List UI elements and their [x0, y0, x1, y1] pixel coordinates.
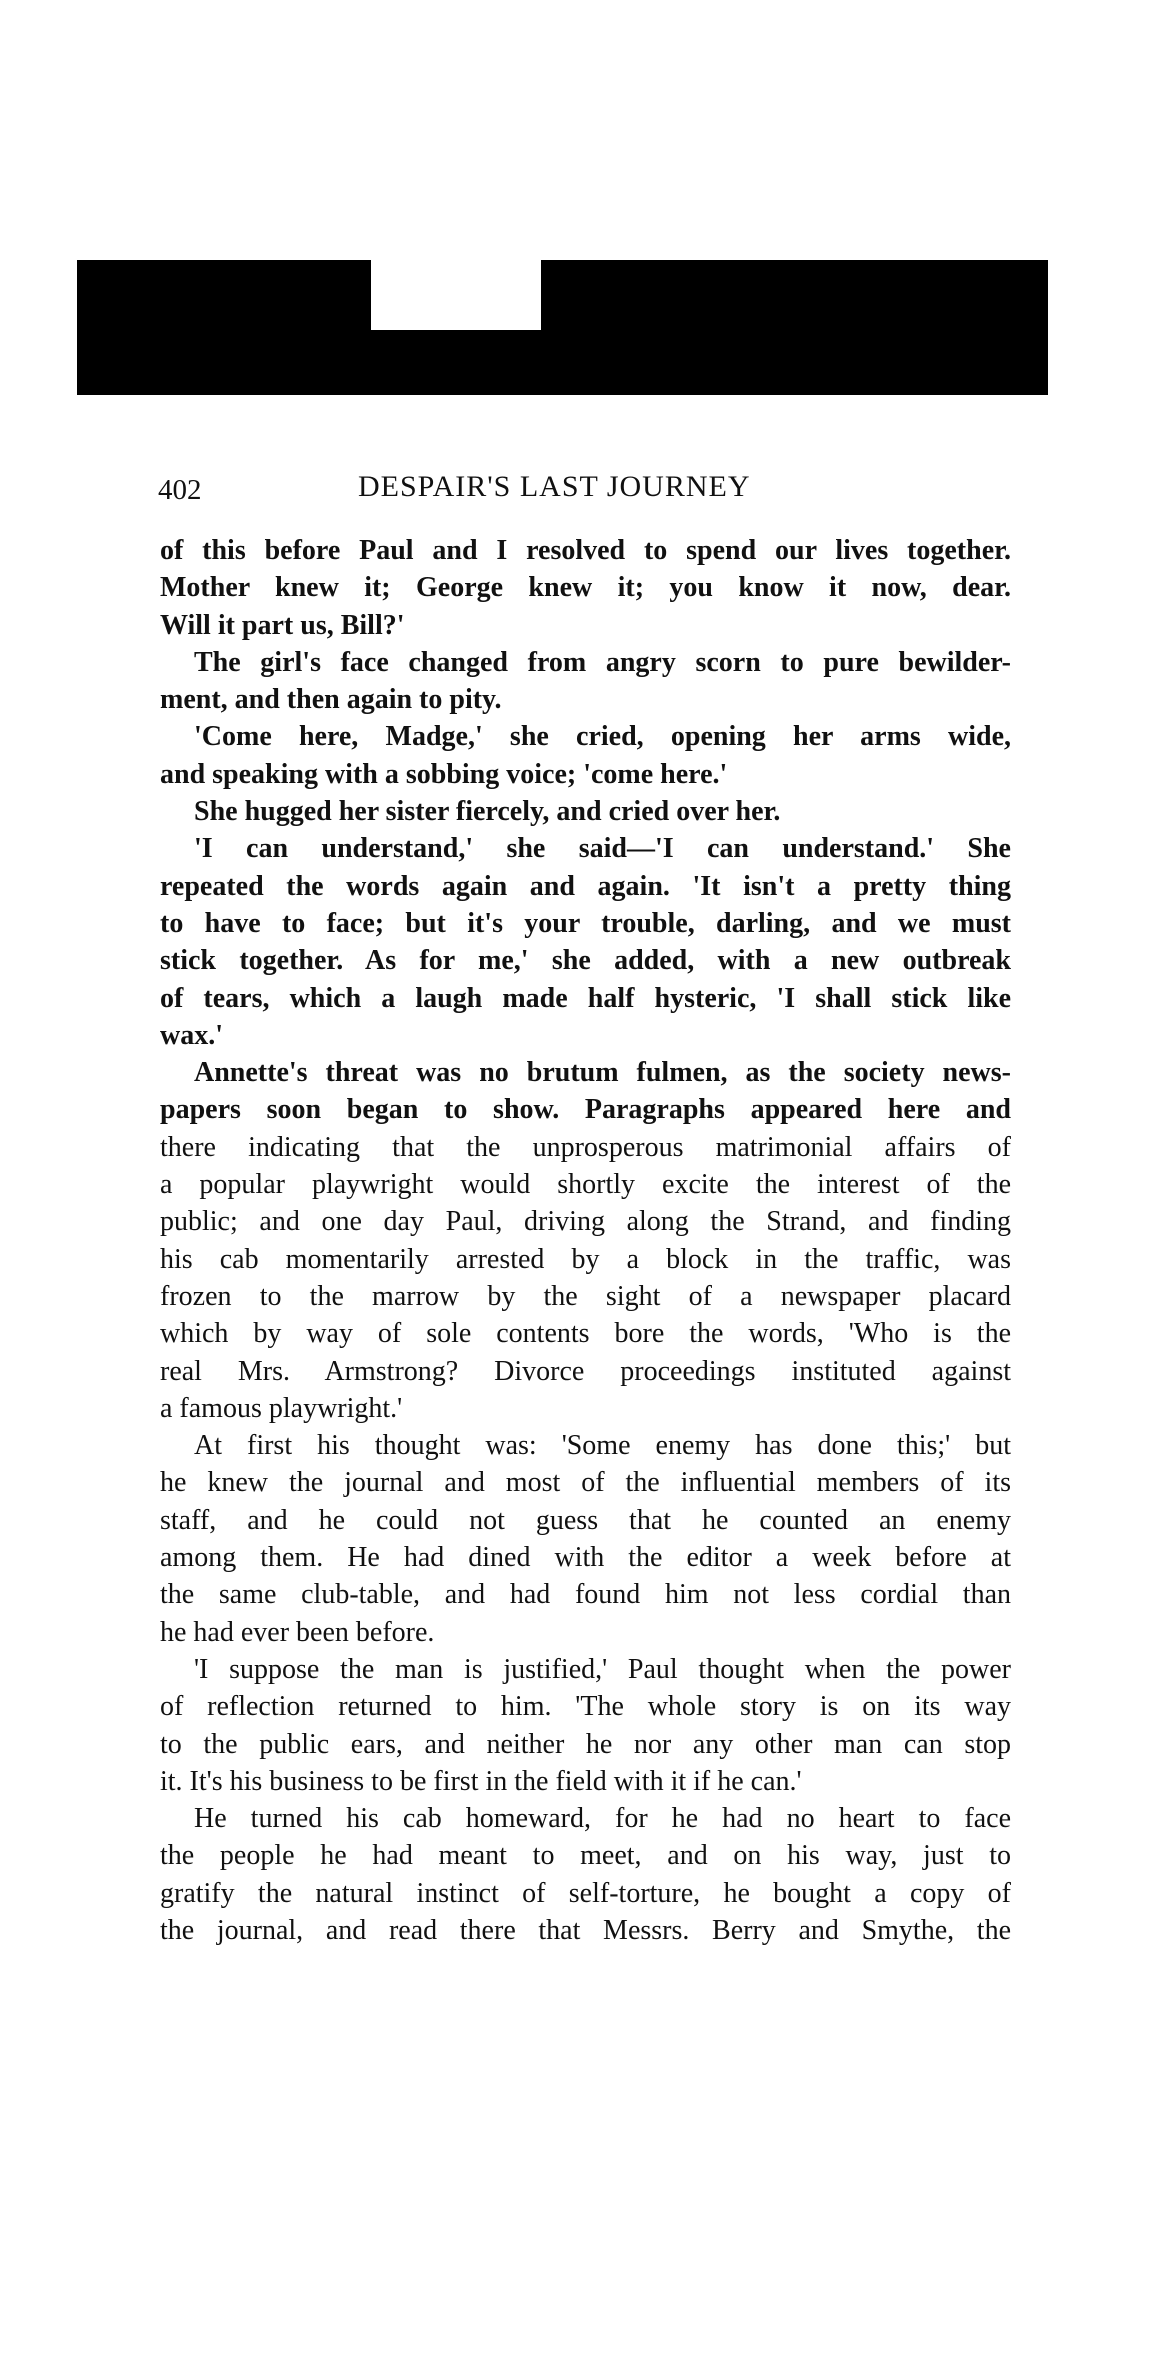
text-line: 'Come here, Madge,' she cried, opening her arms wide, [194, 721, 1011, 753]
paragraph [160, 1800, 1011, 1949]
text-line: the people he had meant to meet, and on his way, just to [160, 1840, 1011, 1872]
text-line: there indicating that the unprosperous matrimonial affairs of [160, 1131, 1011, 1163]
redaction-bar [77, 260, 1048, 395]
text-line: public; and one day Paul, driving along the Strand, and finding [160, 1206, 1011, 1238]
text-line: gratify the natural instinct of self-torture, he bought a copy of [160, 1877, 1011, 1909]
ink-speck [779, 278, 783, 282]
paragraph [160, 1651, 1011, 1800]
text-line: real Mrs. Armstrong? Divorce proceedings instituted against [160, 1355, 1011, 1387]
text-line: She hugged her sister fiercely, and cried over her. [194, 796, 781, 828]
text-line: of this before Paul and I resolved to spend our lives together. [160, 535, 1011, 566]
ink-speck [766, 266, 769, 274]
text-line: frozen to the marrow by the sight of a newspaper placard [160, 1280, 1011, 1312]
text-line: repeated the words again and again. 'It isn't a pretty thing [160, 870, 1011, 902]
paragraph [160, 793, 1011, 830]
text-line: 'I can understand,' she said—'I can understand.' She [194, 833, 1011, 865]
text-line: a famous playwright.' [160, 1392, 403, 1424]
paragraph [160, 644, 1011, 719]
paragraph [160, 532, 1011, 644]
text-line: it. It's his business to be first in the field with it if he can.' [160, 1765, 802, 1797]
text-line: stick together. As for me,' she added, with a new outbreak [160, 945, 1011, 977]
text-line: he knew the journal and most of the influential members of its [160, 1467, 1011, 1499]
text-line: the journal, and read there that Messrs. Berry and Smythe, the [160, 1914, 1011, 1946]
text-line: he had ever been before. [160, 1616, 435, 1648]
body-text [160, 532, 1011, 1949]
text-line: of reflection returned to him. 'The whole story is on its way [160, 1691, 1011, 1723]
text-line: He turned his cab homeward, for he had no heart to face [194, 1803, 1011, 1835]
text-line: The girl's face changed from angry scorn to pure bewilder- [194, 646, 1011, 678]
text-line: the same club-table, and had found him not less cordial than [160, 1579, 1011, 1611]
page-number: 402 [158, 474, 202, 506]
text-line: papers soon began to show. Paragraphs appeared here and [160, 1094, 1011, 1126]
paragraph [160, 1427, 1011, 1651]
paragraph [160, 718, 1011, 793]
text-line: 'I suppose the man is justified,' Paul thought when the power [194, 1653, 1011, 1685]
text-line: ment, and then again to pity. [160, 684, 502, 716]
running-title: DESPAIR'S LAST JOURNEY [358, 470, 751, 503]
paragraph [160, 1054, 1011, 1427]
text-line: Will it part us, Bill?' [160, 609, 405, 641]
text-line: staff, and he could not guess that he counted an enemy [160, 1504, 1011, 1536]
redaction-notch [371, 260, 541, 330]
text-line: Mother knew it; George knew it; you know it now, dear. [160, 572, 1011, 604]
text-line: wax.' [160, 1019, 223, 1051]
text-line: Annette's threat was no brutum fulmen, as the society news- [194, 1057, 1011, 1089]
text-line: to the public ears, and neither he nor any other man can stop [160, 1728, 1011, 1760]
text-line: a popular playwright would shortly excite the interest of the [160, 1169, 1011, 1201]
text-line: At first his thought was: 'Some enemy has done this;' but [194, 1430, 1011, 1462]
paragraph [160, 830, 1011, 1054]
text-line: among them. He had dined with the editor a week before at [160, 1542, 1011, 1574]
text-line: to have to face; but it's your trouble, darling, and we must [160, 907, 1011, 939]
text-line: of tears, which a laugh made half hysteric, 'I shall stick like [160, 982, 1011, 1014]
running-head [158, 470, 1011, 510]
text-line: his cab momentarily arrested by a block in the traffic, was [160, 1243, 1011, 1275]
text-line: which by way of sole contents bore the words, 'Who is the [160, 1318, 1011, 1350]
text-line: and speaking with a sobbing voice; 'come here.' [160, 758, 728, 790]
